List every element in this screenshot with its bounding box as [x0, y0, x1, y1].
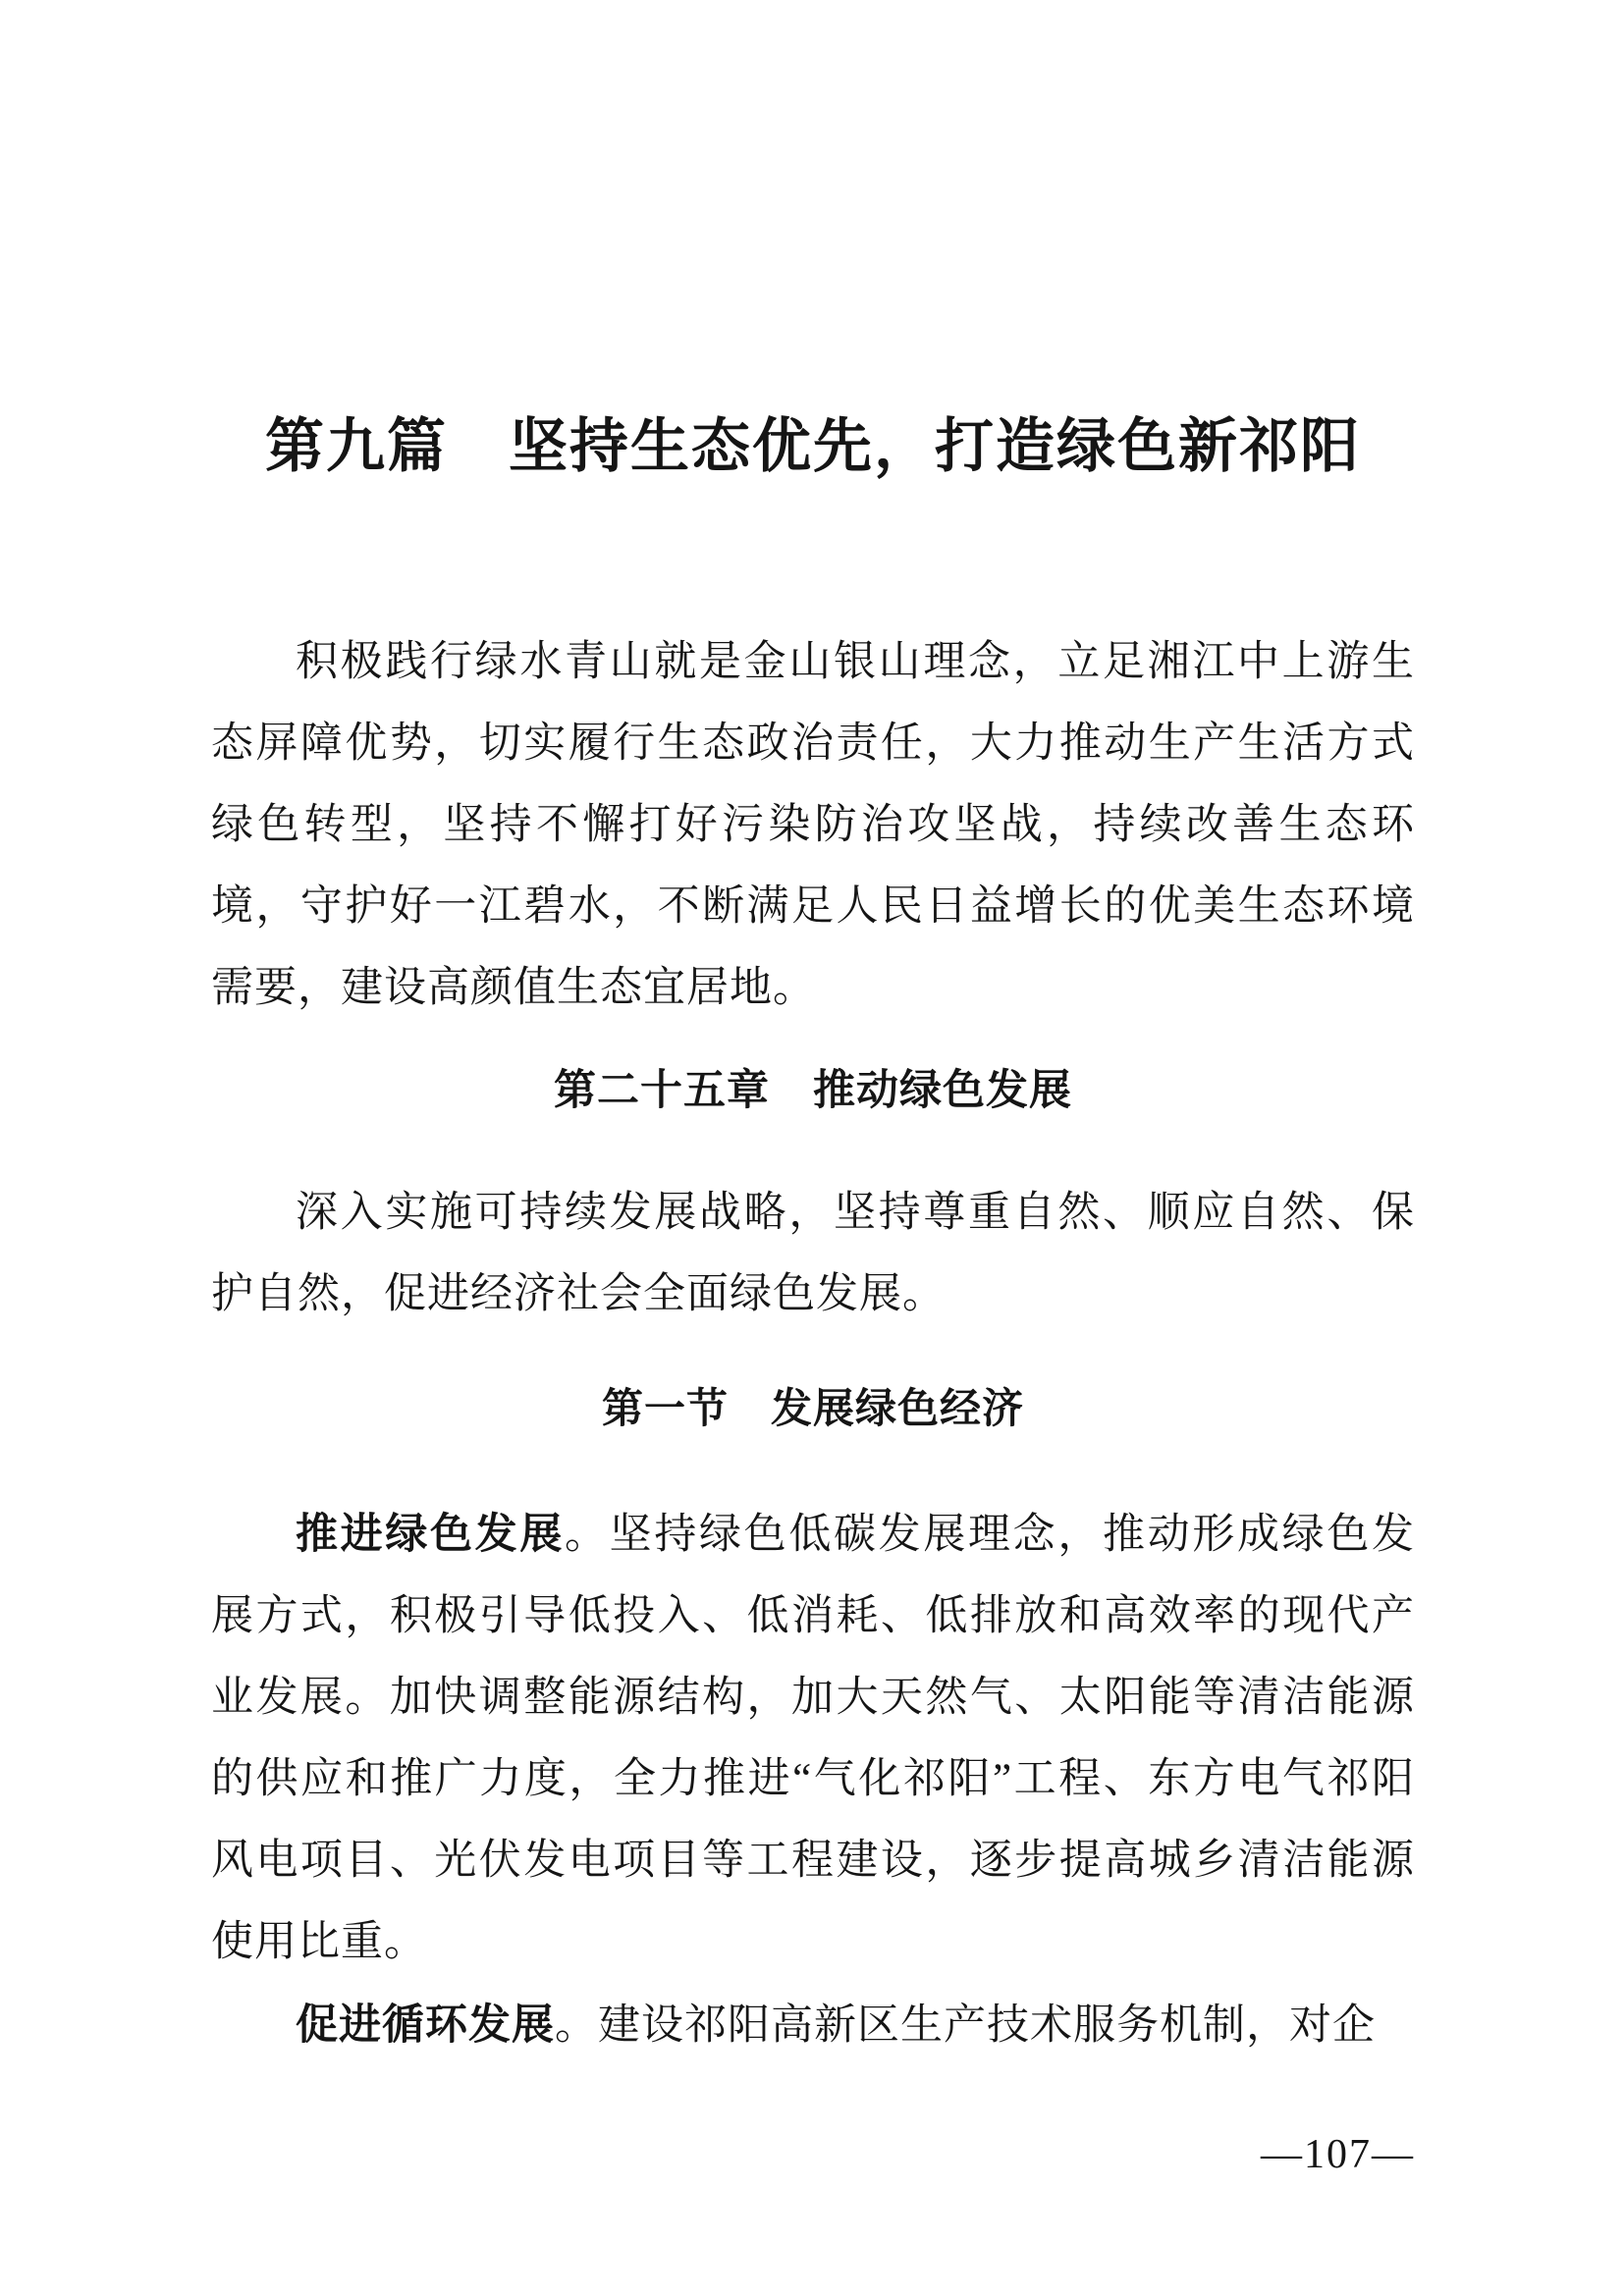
intro-paragraph: 积极践行绿水青山就是金山银山理念，立足湘江中上游生态屏障优势，切实履行生态政治责任，大力推动生产生活方式绿色转型，坚持不懈打好污染防治攻坚战，持续改善生态环境，守护好一江碧水，不断满足人民日益增长的优美生态环境需要，建设高颜值生态宜居地。	[211, 639, 1415, 1011]
section-heading: 第一节 发展绿色经济	[601, 1385, 1024, 1431]
chapter-heading: 第二十五章 推动绿色发展	[554, 1068, 1072, 1114]
document-title: 第九篇 坚持生态优先，打造绿色新祁阳	[265, 414, 1361, 479]
paragraph-text-circular-development: 。建设祁阳高新区生产技术服务机制，对企	[555, 2002, 1376, 2049]
content-area	[211, 0, 1415, 2179]
page-number: —107—	[1261, 2132, 1415, 2177]
chapter-paragraph: 深入实施可持续发展战略，坚持尊重自然、顺应自然、保护自然，促进经济社会全面绿色发展。	[211, 1190, 1415, 1317]
paragraph-lead-green-development: 推进绿色发展	[296, 1511, 565, 1558]
paragraph-green-development	[211, 1494, 1415, 1983]
paragraph-circular-development	[211, 1985, 1415, 2066]
paragraph-text-green-development: 。坚持绿色低碳发展理念，推动形成绿色发展方式，积极引导低投入、低消耗、低排放和高效率的现代产业发展。加快调整能源结构，加大天然气、太阳能等清洁能源的供应和推广力度，全力推进“气化祁阳”工程、东方电气祁阳风电项目、光伏发电项目等工程建设，逐步提高城乡清洁能源使用比重。	[211, 1512, 1415, 1965]
paragraph-lead-circular-development: 促进循环发展	[296, 2002, 555, 2049]
